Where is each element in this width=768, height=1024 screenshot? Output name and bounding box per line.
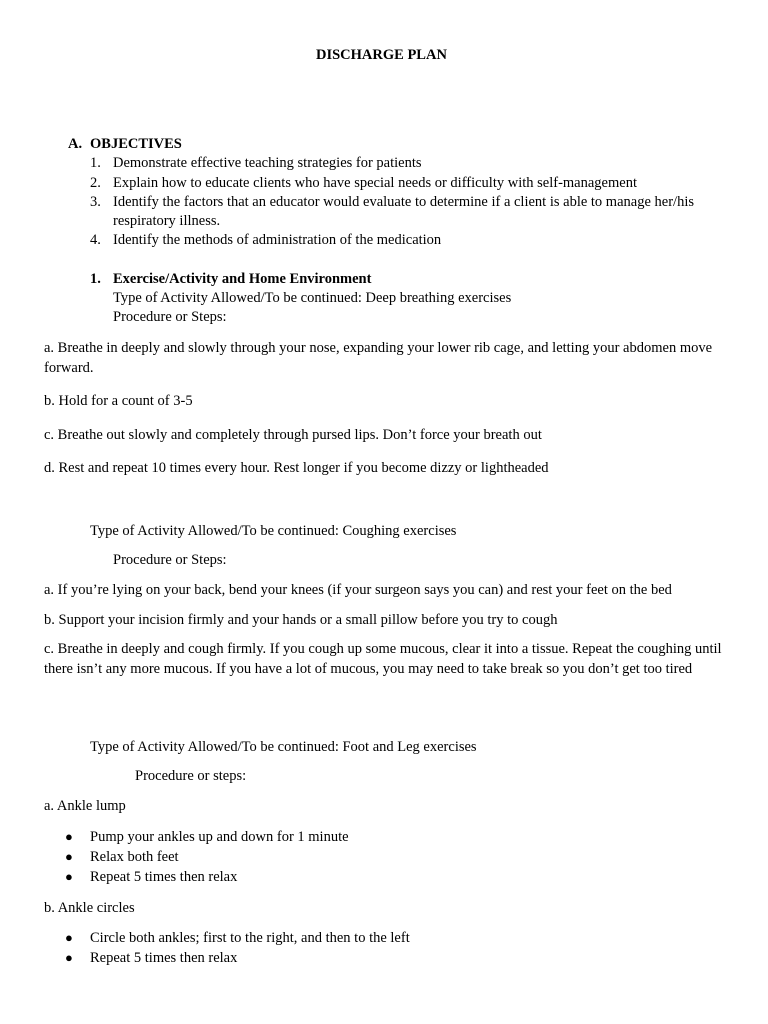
list-item: Relax both feet <box>90 849 179 865</box>
step-c: c. Breathe out slowly and completely through pursed lips. Don’t force your breath out <box>44 427 542 443</box>
activity-line: Type of Activity Allowed/To be continued: Foot and Leg exercises <box>90 739 477 755</box>
objective-item: Demonstrate effective teaching strategies for patients <box>113 155 422 171</box>
objective-number: 1. <box>90 155 101 171</box>
activity-line: Type of Activity Allowed/To be continued: Coughing exercises <box>90 523 457 539</box>
step-d: d. Rest and repeat 10 times every hour. Rest longer if you become dizzy or lightheaded <box>44 460 549 476</box>
objective-number: 4. <box>90 232 101 248</box>
objectives-marker: A. <box>68 136 83 152</box>
objectives-heading: OBJECTIVES <box>90 136 182 152</box>
section-number: 1. <box>90 271 101 287</box>
bullet-icon: ● <box>65 829 73 844</box>
objective-item: Explain how to educate clients who have special needs or difficulty with self-management <box>113 175 637 191</box>
bullet-icon: ● <box>65 869 73 884</box>
cough-step-b: b. Support your incision firmly and your hands or a small pillow before you try to cough <box>44 612 558 628</box>
list-item: Repeat 5 times then relax <box>90 869 238 885</box>
ankle-lump-label: a. Ankle lump <box>44 798 126 814</box>
objective-item: Identify the factors that an educator would evaluate to determine if a client is able to manage her/his respiratory illness. <box>113 194 694 229</box>
procedure-label: Procedure or Steps: <box>113 552 227 568</box>
page-title: DISCHARGE PLAN <box>316 47 447 63</box>
bullet-icon: ● <box>65 849 73 864</box>
procedure-label: Procedure or Steps: <box>113 309 227 325</box>
bullet-icon: ● <box>65 950 73 965</box>
step-a: a. Breathe in deeply and slowly through your nose, expanding your lower rib cage, and letting your abdomen move forward. <box>44 340 713 376</box>
list-item: Repeat 5 times then relax <box>90 950 238 966</box>
objective-item: Identify the methods of administration of the medication <box>113 232 442 248</box>
objective-number: 3. <box>90 194 101 210</box>
objective-number: 2. <box>90 175 101 191</box>
cough-step-c: c. Breathe in deeply and cough firmly. If you cough up some mucous, clear it into a tissue. Repeat the coughing until there isn’t any more mucous. If you have a lot of mucous, you may need to take break so you don’t get too tired <box>44 641 722 677</box>
step-b: b. Hold for a count of 3-5 <box>44 393 193 409</box>
section-heading: Exercise/Activity and Home Environment <box>113 271 372 287</box>
list-item: Circle both ankles; first to the right, and then to the left <box>90 930 410 946</box>
activity-line: Type of Activity Allowed/To be continued: Deep breathing exercises <box>113 290 512 306</box>
bullet-icon: ● <box>65 930 73 945</box>
ankle-circles-label: b. Ankle circles <box>44 900 135 916</box>
list-item: Pump your ankles up and down for 1 minute <box>90 829 349 845</box>
cough-step-a: a. If you’re lying on your back, bend your knees (if your surgeon says you can) and rest your feet on the bed <box>44 582 672 598</box>
procedure-label: Procedure or steps: <box>135 768 247 784</box>
